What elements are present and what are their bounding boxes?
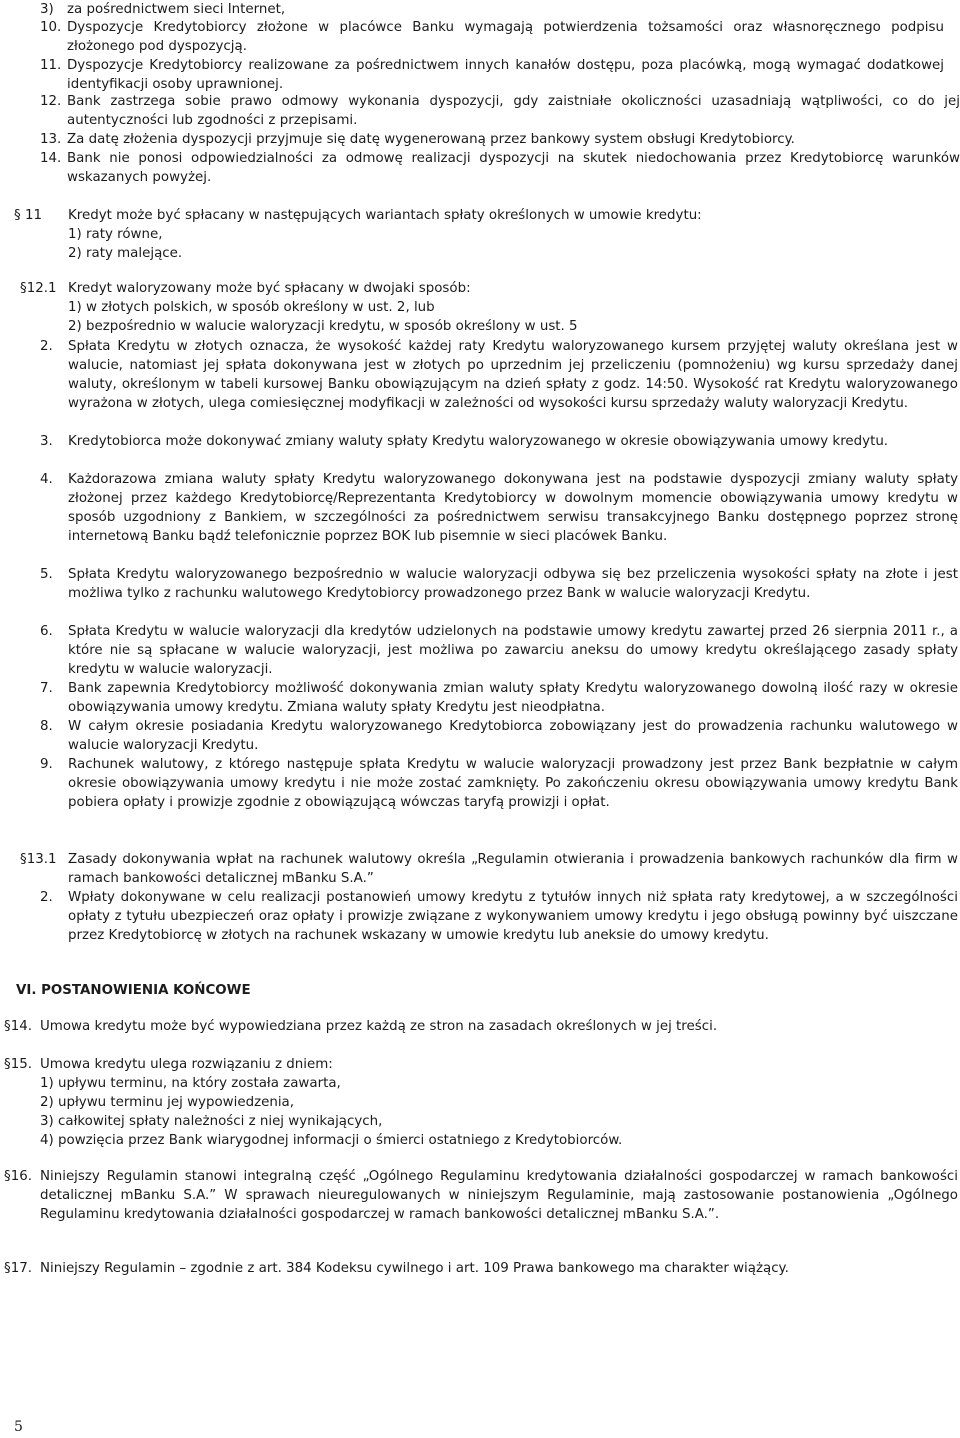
- list-item: 2) upływu terminu jej wypowiedzenia,: [40, 1095, 295, 1110]
- item-number: 4.: [40, 472, 53, 487]
- list-item: [40, 888, 958, 945]
- paragraph-text: Niniejszy Regulamin – zgodnie z art. 384 Kodeksu cywilnego i art. 109 Prawa bankowego ma charakter wiążący.: [40, 1261, 789, 1276]
- section-heading: VI. POSTANOWIENIA KOŃCOWE: [16, 983, 251, 998]
- item-text: W całym okresie posiadania Kredytu waloryzowanego Kredytobiorca zobowiązany jest do prowadzenia rachunku walutowego w walucie waloryzacji Kredytu.: [68, 719, 958, 753]
- item-number: 11.: [40, 58, 62, 73]
- paragraph-number: §13.1: [20, 852, 57, 867]
- paragraph-number: §15.: [4, 1057, 32, 1072]
- item-text: Spłata Kredytu waloryzowanego bezpośrednio w walucie waloryzacji odbywa się bez przeliczenia wysokości spłaty na złote i jest możliwa tylko z rachunku walutowego Kredytobiorcy prowadzonego przez Bank w walucie waloryzacji Kredytu.: [68, 567, 958, 601]
- item-text: Bank zapewnia Kredytobiorcy możliwość dokonywania zmian waluty spłaty Kredytu waloryzowanego dowolną ilość razy w okresie obowiązywania umowy kredytu. Zmiana waluty spłaty Kredytu jest nieodpłatna.: [68, 681, 958, 715]
- list-item: 3) całkowitej spłaty należności z niej wynikających,: [40, 1114, 383, 1129]
- item-text: Bank zastrzega sobie prawo odmowy wykonania dyspozycji, gdy zaistniałe okoliczności uzasadniają wątpliwości, co do jej autentyczności lub zgodności z przepisami.: [67, 94, 960, 128]
- list-item: [40, 92, 960, 130]
- list-item: [40, 622, 958, 679]
- paragraph-12: [20, 279, 940, 298]
- list-item: [40, 149, 960, 187]
- list-item: [40, 56, 944, 94]
- list-item: [40, 470, 958, 546]
- list-item: [40, 337, 958, 413]
- paragraph-number: § 11: [14, 208, 42, 223]
- list-item: 1) w złotych polskich, w sposób określony w ust. 2, lub: [68, 300, 435, 315]
- item-number: 13.: [40, 132, 62, 147]
- item-text: Dyspozycje Kredytobiorcy złożone w placówce Banku wymagają potwierdzenia tożsamości oraz własnoręcznego podpisu złożonego pod dyspozycją.: [67, 20, 944, 54]
- item-number: 2.: [40, 339, 53, 354]
- list-item: [40, 0, 940, 19]
- paragraph-text: Zasady dokonywania wpłat na rachunek walutowy określa „Regulamin otwierania i prowadzenia bankowych rachunków dla firm w ramach bankowości detalicznej mBanku S.A.”: [68, 852, 958, 886]
- list-item: 2) bezpośrednio w walucie waloryzacji kredytu, w sposób określony w ust. 5: [68, 319, 578, 334]
- item-number: 7.: [40, 681, 53, 696]
- page-number: 5: [14, 1419, 23, 1435]
- item-number: 3): [40, 2, 54, 17]
- item-text: Bank nie ponosi odpowiedzialności za odmowę realizacji dyspozycji na skutek niedochowania przez Kredytobiorcę warunków wskazanych powyżej.: [67, 151, 960, 185]
- list-item: 1) raty równe,: [68, 227, 163, 242]
- paragraph-15: [4, 1055, 944, 1074]
- item-text: Rachunek walutowy, z którego następuje spłata Kredytu w walucie waloryzacji prowadzony jest przez Bank bezpłatnie w całym okresie obowiązywania umowy kredytu i nie może zostać zamknięty. Po zakończeniu okresu obowiązywania umowy kredytu Bank pobiera opłaty i prowizje zgodnie z obowiązującą wówczas taryfą prowizji i opłat.: [68, 757, 958, 810]
- item-text: Spłata Kredytu w złotych oznacza, że wysokość każdej raty Kredytu waloryzowanego kursem przyjętej waluty określana jest w walucie, natomiast jej spłata dokonywana jest w złotych po uprzednim jej przeliczeniu (pomnożeniu) wg kursu sprzedaży danej waluty, określonym w tabeli kursowej Banku obowiązującym na dzień spłaty z godz. 14:50. Wysokość rat Kredytu waloryzowanego wyrażona w złotych, ulega comiesięcznej modyfikacji w zależności od wysokości kursu sprzedaży waluty waloryzacji Kredytu.: [68, 339, 958, 411]
- item-number: 8.: [40, 719, 53, 734]
- item-text: za pośrednictwem sieci Internet,: [67, 2, 286, 17]
- paragraph-number: §12.1: [20, 281, 57, 296]
- paragraph-text: Kredyt waloryzowany może być spłacany w dwojaki sposób:: [68, 281, 471, 296]
- item-text: Wpłaty dokonywane w celu realizacji postanowień umowy kredytu z tytułów innych niż spłata raty kredytowej, a w szczególności opłaty z tytułu ubezpieczeń oraz opłaty i prowizje związane z wykonywaniem umowy kredytu i jego obsługą powinny być uiszczane przez Kredytobiorcę w złotych na rachunek wskazany w umowie kredytu lub aneksie do umowy kredytu.: [68, 890, 958, 943]
- list-item: [40, 432, 958, 451]
- list-item: [40, 717, 958, 755]
- paragraph-11: [14, 206, 934, 225]
- item-number: 14.: [40, 151, 62, 166]
- paragraph-13: [20, 850, 958, 888]
- list-item: 1) upływu terminu, na który została zawarta,: [40, 1076, 341, 1091]
- list-item: [40, 130, 940, 149]
- paragraph-text: Niniejszy Regulamin stanowi integralną część „Ogólnego Regulaminu kredytowania działalności gospodarczej w ramach bankowości detalicznej mBanku S.A.” W sprawach nieuregulowanych w niniejszym Regulaminie, mają zastosowanie postanowienia „Ogólnego Regulaminu kredytowania działalności gospodarczej w ramach bankowości detalicznej mBanku S.A.”.: [40, 1169, 958, 1222]
- item-text: Dyspozycje Kredytobiorcy realizowane za pośrednictwem innych kanałów dostępu, poza placówką, mogą wymagać dodatkowej identyfikacji osoby uprawnionej.: [67, 58, 944, 92]
- paragraph-text: Kredyt może być spłacany w następujących wariantach spłaty określonych w umowie kredytu:: [68, 208, 702, 223]
- item-number: 6.: [40, 624, 53, 639]
- paragraph-14: [4, 1017, 944, 1036]
- paragraph-number: §14.: [4, 1019, 32, 1034]
- item-text: Każdorazowa zmiana waluty spłaty Kredytu waloryzowanego dokonywana jest na podstawie dyspozycji zmiany waluty spłaty złożonej przez każdego Kredytobiorcę/Reprezentanta Kredytobiorcy w dowolnym momencie obowiązywania umowy kredytu w sposób uzgodniony z Bankiem, w szczególności za pośrednictwem serwisu transakcyjnego Banku dostępnego poprzez stronę internetową Banku bądź telefonicznie poprzez BOK lub pisemnie w sieci placówek Banku.: [68, 472, 958, 544]
- item-text: Za datę złożenia dyspozycji przyjmuje się datę wygenerowaną przez bankowy system obsługi Kredytobiorcy.: [67, 132, 795, 147]
- paragraph-number: §17.: [4, 1261, 32, 1276]
- list-item: [40, 18, 944, 56]
- list-item: [40, 565, 958, 603]
- paragraph-17: [4, 1259, 944, 1278]
- item-text: Kredytobiorca może dokonywać zmiany waluty spłaty Kredytu waloryzowanego w okresie obowiązywania umowy kredytu.: [68, 434, 889, 449]
- paragraph-text: Umowa kredytu może być wypowiedziana przez każdą ze stron na zasadach określonych w jej treści.: [40, 1019, 718, 1034]
- item-number: 2.: [40, 890, 53, 905]
- list-item: 4) powzięcia przez Bank wiarygodnej informacji o śmierci ostatniego z Kredytobiorców.: [40, 1133, 623, 1148]
- list-item: [40, 679, 958, 717]
- item-number: 5.: [40, 567, 53, 582]
- item-number: 3.: [40, 434, 53, 449]
- paragraph-text: Umowa kredytu ulega rozwiązaniu z dniem:: [40, 1057, 333, 1072]
- list-item: [40, 755, 958, 812]
- paragraph-number: §16.: [4, 1169, 32, 1184]
- paragraph-16: [4, 1167, 958, 1224]
- item-number: 12.: [40, 94, 62, 109]
- item-number: 9.: [40, 757, 53, 772]
- item-text: Spłata Kredytu w walucie waloryzacji dla kredytów udzielonych na podstawie umowy kredytu zawartej przed 26 sierpnia 2011 r., a które nie są spłacane w walucie waloryzacji, jest możliwa po zawarciu aneksu do umowy kredytu określającego zasady spłaty kredytu w walucie waloryzacji.: [68, 624, 958, 677]
- item-number: 10.: [40, 20, 62, 35]
- list-item: 2) raty malejące.: [68, 246, 183, 261]
